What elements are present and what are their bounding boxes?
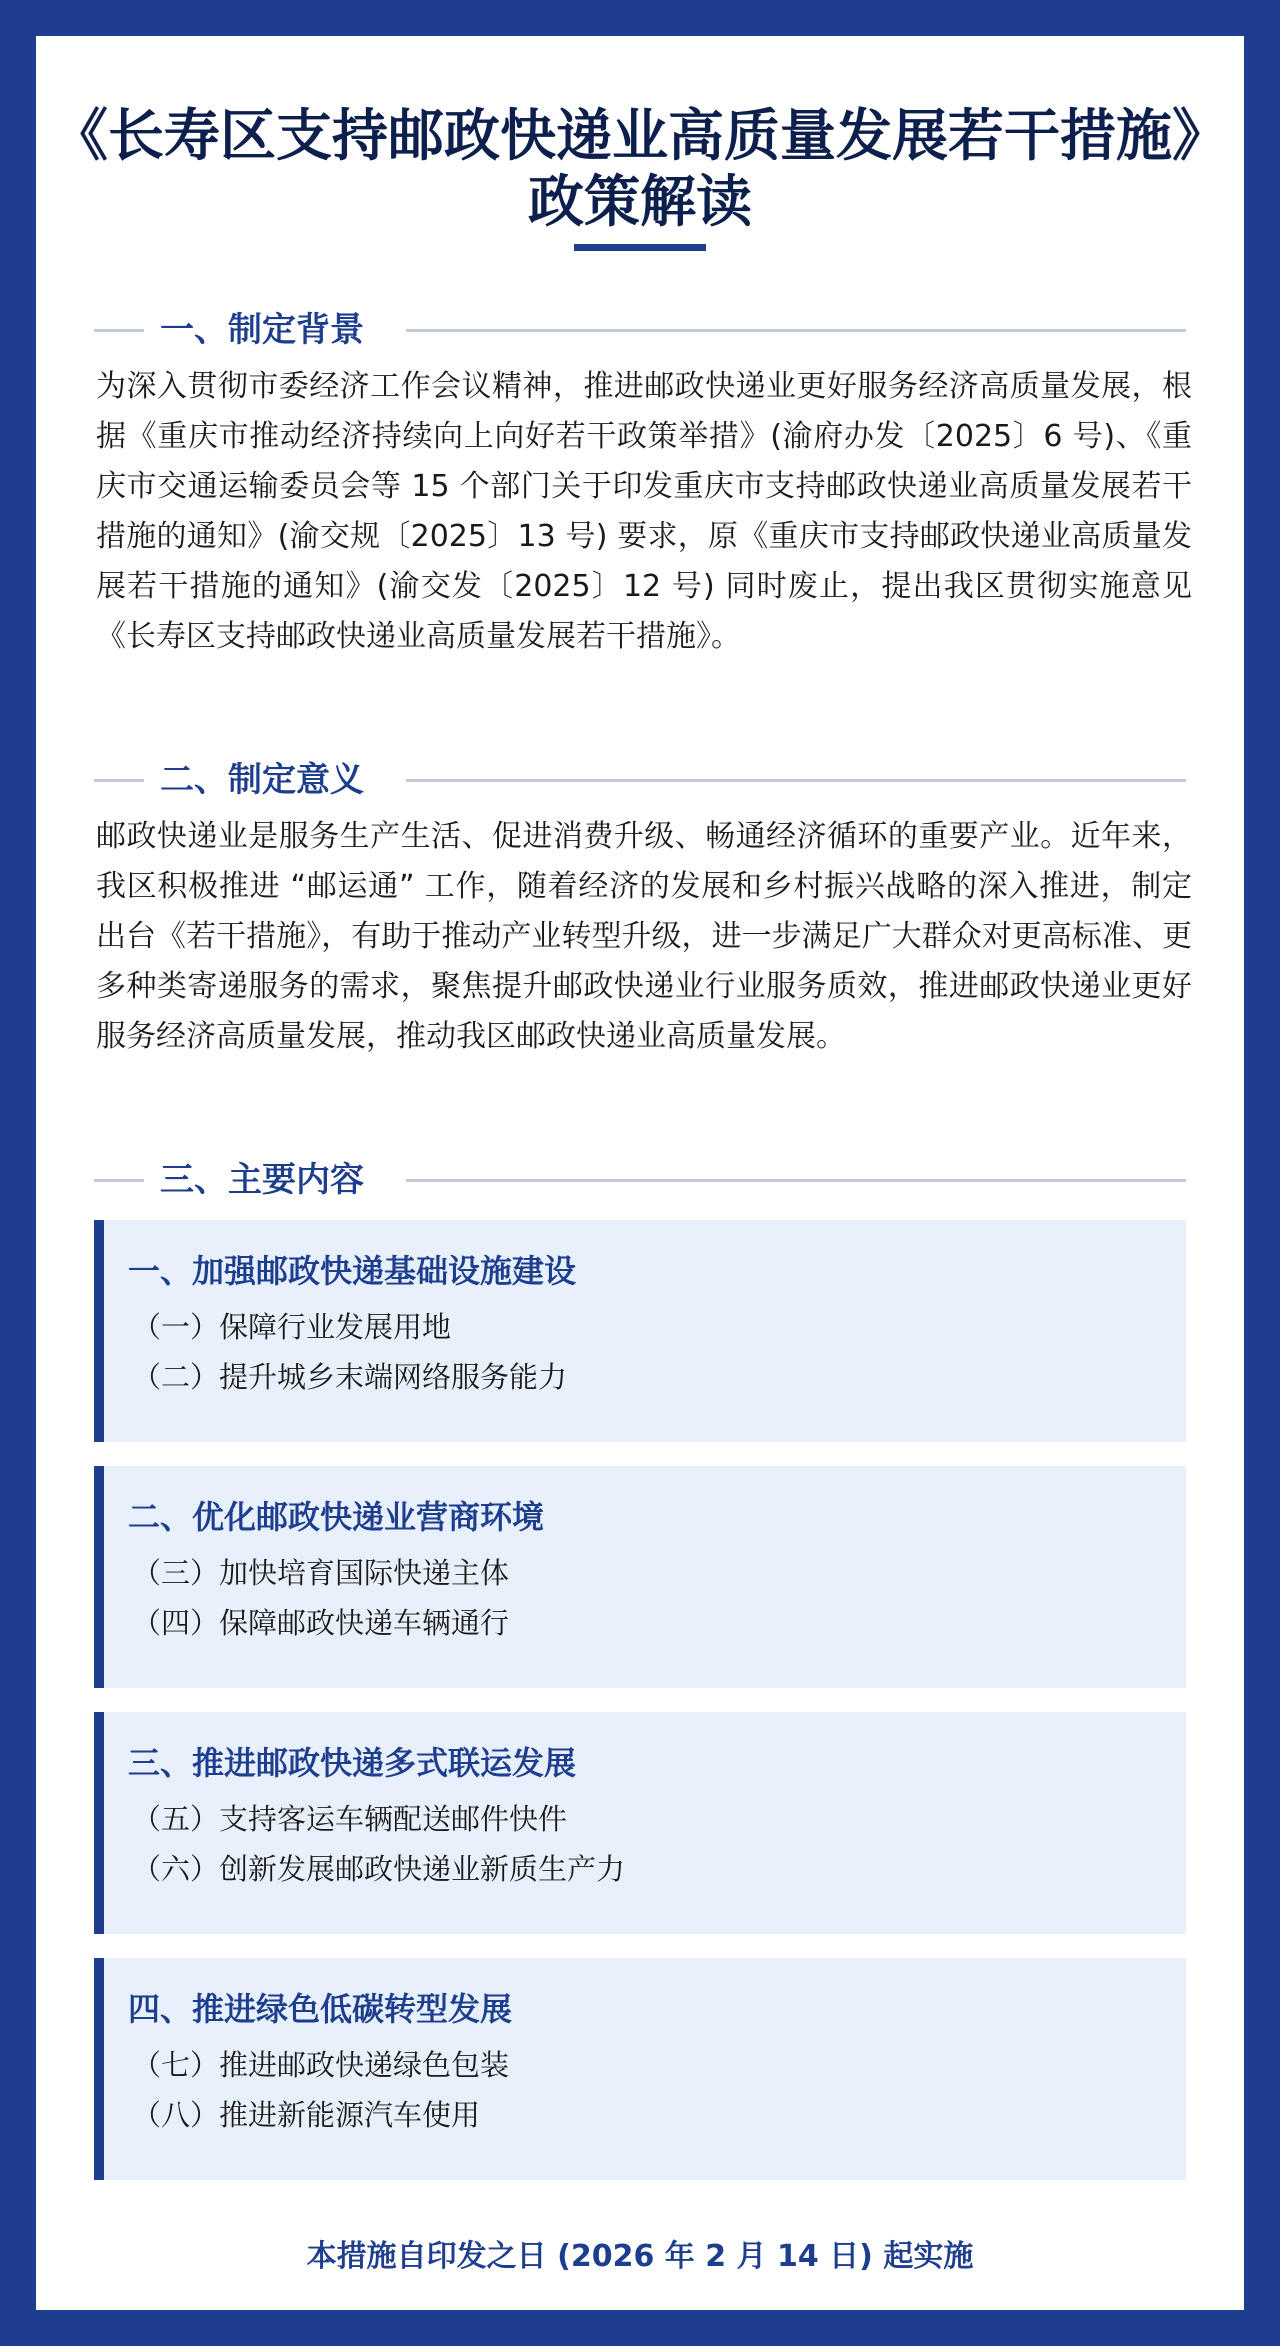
measure-item: （二）提升城乡末端网络服务能力 xyxy=(132,1360,568,1394)
page-frame xyxy=(36,36,1244,2310)
measure-card-title: 三、推进邮政快递多式联运发展 xyxy=(128,1744,577,1782)
measure-card-4 xyxy=(94,1958,1186,2180)
measure-item: （三）加快培育国际快递主体 xyxy=(132,1556,510,1590)
measure-card-1 xyxy=(94,1220,1186,1442)
measure-card-title: 二、优化邮政快递业营商环境 xyxy=(128,1498,545,1536)
section-divider-left xyxy=(94,329,144,332)
measure-item: （七）推进邮政快递绿色包装 xyxy=(132,2048,510,2082)
section-divider-right xyxy=(406,779,1186,782)
section-heading-main-content xyxy=(94,1154,1186,1206)
page-title-line-1: 《长寿区支持邮政快递业高质量发展若干措施》 xyxy=(52,104,1228,169)
section-divider-left xyxy=(94,779,144,782)
section-body-background: 为深入贯彻市委经济工作会议精神，推进邮政快递业更好服务经济高质量发展，根据《重庆市推动经济持续向上向好若干政策举措》(渝府办发〔2025〕6 号)、《重庆市交通运输委员会等 15 个部门关于印发重庆市支持邮政快递业高质量发展若干措施的通知》(渝交规〔2025〕13 号) 要求，原《重庆市支持邮政快递业高质量发展若干措施的通知》(渝交发〔2025〕12 号) 同时废止，提出我区贯彻实施意见《长寿区支持邮政快递业高质量发展若干措施》。 xyxy=(96,369,1192,654)
section-divider-right xyxy=(406,1179,1186,1182)
section-body-significance: 邮政快递业是服务生产生活、促进消费升级、畅通经济循环的重要产业。近年来，我区积极推进 “邮运通” 工作，随着经济的发展和乡村振兴战略的深入推进，制定出台《若干措施》，有助于推动产业转型升级，进一步满足广大群众对更高标准、更多种类寄递服务的需求，聚焦提升邮政快递业行业服务质效，推进邮政快递业更好服务经济高质量发展，推动我区邮政快递业高质量发展。 xyxy=(96,819,1192,1054)
measure-card-title: 四、推进绿色低碳转型发展 xyxy=(128,1990,513,2028)
measure-item: （八）推进新能源汽车使用 xyxy=(132,2098,481,2132)
effective-date-note: 本措施自印发之日 (2026 年 2 月 14 日) 起实施 xyxy=(306,2239,974,2274)
section-heading-background xyxy=(94,304,1186,356)
title-underline xyxy=(574,244,706,251)
measure-card-title: 一、加强邮政快递基础设施建设 xyxy=(128,1252,577,1290)
measure-item: （六）创新发展邮政快递业新质生产力 xyxy=(132,1852,626,1886)
section-heading-label: 三、主要内容 xyxy=(160,1160,364,1200)
measure-item: （五）支持客运车辆配送邮件快件 xyxy=(132,1802,568,1836)
section-heading-label: 二、制定意义 xyxy=(160,760,364,800)
measure-item: （四）保障邮政快递车辆通行 xyxy=(132,1606,510,1640)
section-heading-label: 一、制定背景 xyxy=(160,310,364,350)
section-heading-significance xyxy=(94,754,1186,806)
measure-card-3 xyxy=(94,1712,1186,1934)
section-divider-left xyxy=(94,1179,144,1182)
section-divider-right xyxy=(406,329,1186,332)
page-title-line-2: 政策解读 xyxy=(528,170,752,235)
measure-card-2 xyxy=(94,1466,1186,1688)
measure-item: （一）保障行业发展用地 xyxy=(132,1310,452,1344)
